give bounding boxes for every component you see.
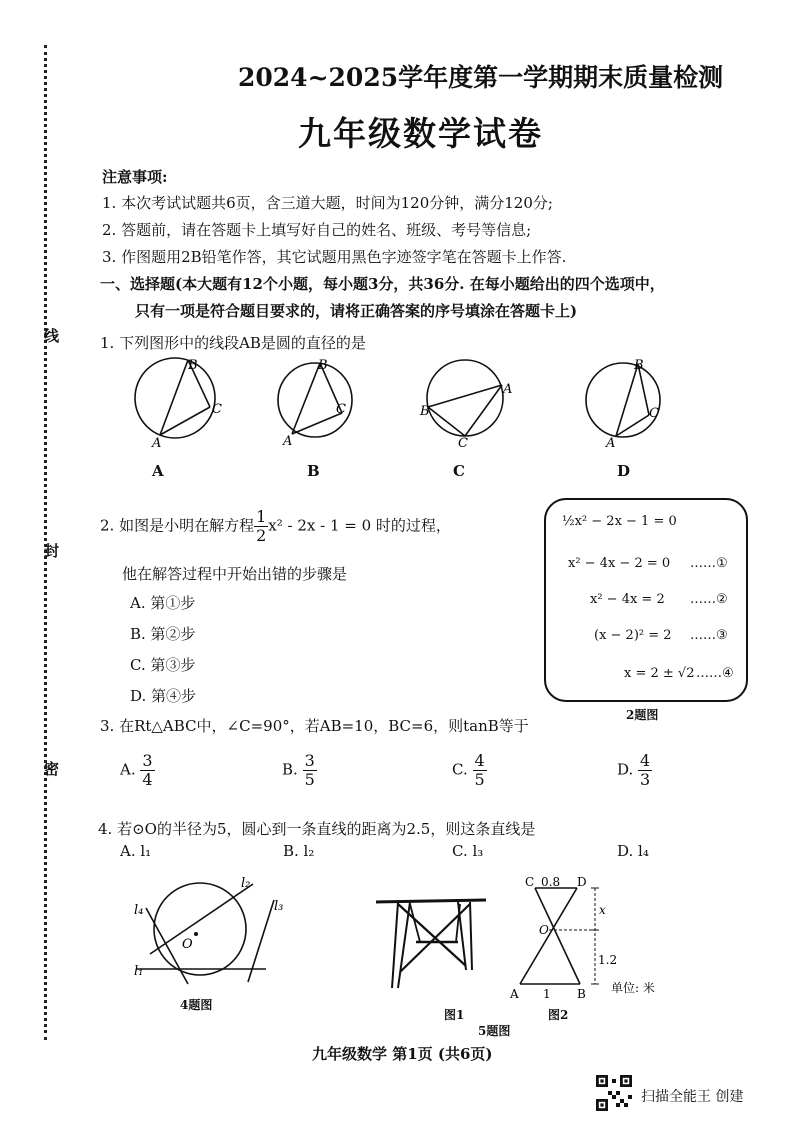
q1-figure-b bbox=[278, 358, 352, 449]
binding-char-xian: 线 bbox=[44, 327, 60, 345]
q2-stem-pre: 2. 如图是小明在解方程 bbox=[100, 516, 255, 535]
q4-label-l4: l₄ bbox=[134, 903, 144, 918]
q2-stem-frac: $\frac{1}{2}$ bbox=[256, 507, 267, 545]
q1-figures bbox=[120, 355, 760, 455]
q1-b-label-c: C bbox=[336, 402, 346, 417]
q5-fig2-caption: 图2 bbox=[548, 1008, 569, 1022]
q4-option-b: B. l₂ bbox=[283, 842, 315, 860]
q1-option-d: D bbox=[617, 462, 631, 480]
scanner-watermark: 扫描全能王 创建 bbox=[641, 1089, 744, 1105]
q2-option-c: C. 第③步 bbox=[130, 656, 196, 674]
main-title: 九年级数学试卷 bbox=[298, 114, 543, 153]
q1-a-label-a: A bbox=[152, 436, 162, 451]
q4-caption: 4题图 bbox=[180, 998, 213, 1012]
q2-option-b: B. 第②步 bbox=[130, 625, 196, 643]
q5-label-top-len: 0.8 bbox=[541, 875, 561, 889]
q2-box-line-4: x = 2 ± √2 bbox=[624, 666, 695, 681]
q5-fig1-caption: 图1 bbox=[444, 1008, 465, 1022]
q2-box-mark-2: ……② bbox=[690, 592, 728, 607]
q5-label-bottom-len: 1 bbox=[543, 987, 551, 1000]
q3-stem: 3. 在Rt△ABC中，∠C=90°，若AB=10，BC=6，则tanB等于 bbox=[100, 717, 529, 735]
q1-figure-c bbox=[419, 360, 512, 451]
q1-d-label-b: B bbox=[634, 358, 644, 373]
q1-stem: 1. 下列图形中的线段AB是圆的直径的是 bbox=[100, 334, 366, 352]
q5-label-unit: 单位: 米 bbox=[611, 981, 655, 995]
q2-box-line-0: ½x² − 2x − 1 = 0 bbox=[562, 514, 677, 529]
q4-option-c: C. l₃ bbox=[452, 842, 484, 860]
q1-option-b: B bbox=[307, 462, 320, 480]
q5-label-c: C bbox=[525, 875, 535, 889]
q2-caption: 2题图 bbox=[626, 708, 659, 722]
notice-item-1: 1. 本次考试试题共6页，含三道大题，时间为120分钟，满分120分; bbox=[102, 194, 553, 212]
q2-box-mark-4: ……④ bbox=[696, 666, 734, 681]
q2-box-mark-3: ……③ bbox=[690, 628, 728, 643]
q5-figure-1 bbox=[370, 888, 500, 998]
q2-box-line-2: x² − 4x = 2 bbox=[590, 592, 665, 607]
q2-option-a: A. 第①步 bbox=[130, 594, 196, 612]
q4-label-o: O bbox=[182, 937, 193, 952]
q1-b-label-b: B bbox=[318, 358, 328, 373]
q4-label-l2: l₂ bbox=[241, 876, 251, 891]
section1-line1: 一、选择题(本大题有12个小题，每小题3分，共36分. 在每小题给出的四个选项中， bbox=[100, 275, 665, 293]
q5-caption: 5题图 bbox=[478, 1024, 511, 1038]
q4-stem: 4. 若⊙O的半径为5，圆心到一条直线的距离为2.5，则这条直线是 bbox=[98, 820, 536, 838]
q2-box-mark-1: ……① bbox=[690, 556, 728, 571]
exam-title: 2024~2025学年度第一学期期末质量检测 bbox=[238, 63, 724, 92]
q3-option-d: D. $\frac{4}{3}$ bbox=[617, 751, 651, 789]
q5-label-a: A bbox=[510, 987, 519, 1000]
q1-a-label-c: C bbox=[212, 402, 222, 417]
q1-c-label-c: C bbox=[458, 436, 468, 451]
q5-figure-2 bbox=[505, 872, 685, 1000]
notice-heading: 注意事项: bbox=[102, 168, 168, 186]
q1-figure-a bbox=[135, 358, 222, 451]
q4-figure bbox=[128, 872, 288, 992]
q1-a-label-b: B bbox=[188, 358, 198, 373]
notice-item-2: 2. 答题前，请在答题卡上填写好自己的姓名、班级、考号等信息; bbox=[102, 221, 532, 239]
q2-box-line-1: x² − 4x − 2 = 0 bbox=[568, 556, 671, 571]
q1-c-label-b: B bbox=[420, 404, 430, 419]
binding-char-mi: 密 bbox=[44, 760, 60, 778]
qr-code-icon bbox=[596, 1075, 632, 1111]
page-footer: 九年级数学 第1页 (共6页) bbox=[312, 1045, 493, 1063]
q3-option-c: C. $\frac{4}{5}$ bbox=[452, 751, 485, 789]
notice-item-3: 3. 作图题用2B铅笔作答，其它试题用黑色字迹签字笔在答题卡上作答. bbox=[102, 248, 567, 266]
q4-label-l1: l₁ bbox=[134, 964, 144, 979]
section1-line2: 只有一项是符合题目要求的，请将正确答案的序号填涂在答题卡上) bbox=[135, 302, 578, 320]
q3-option-a: A. $\frac{3}{4}$ bbox=[120, 751, 153, 789]
q4-label-l3: l₃ bbox=[274, 899, 284, 914]
q2-stem-post: x² - 2x - 1 = 0 时的过程， bbox=[268, 516, 451, 535]
q5-label-d: D bbox=[577, 875, 587, 889]
q5-label-x: x bbox=[599, 903, 606, 917]
q5-label-h: 1.2 bbox=[598, 953, 618, 967]
q1-c-label-a: A bbox=[503, 382, 513, 397]
q2-stem2: 他在解答过程中开始出错的步骤是 bbox=[122, 565, 348, 583]
q1-b-label-a: A bbox=[283, 434, 293, 449]
binding-char-feng: 封 bbox=[44, 542, 60, 560]
q1-figure-d bbox=[586, 358, 660, 451]
q4-option-d: D. l₄ bbox=[617, 842, 649, 860]
q4-option-a: A. l₁ bbox=[120, 842, 152, 860]
q5-label-b: B bbox=[577, 987, 586, 1000]
q2-solution-box bbox=[544, 498, 748, 702]
q1-option-c: C bbox=[453, 462, 465, 480]
q2-stem bbox=[100, 508, 451, 545]
q1-option-a: A bbox=[152, 462, 164, 480]
q5-label-o: O bbox=[539, 923, 549, 937]
q3-option-b: B. $\frac{3}{5}$ bbox=[282, 751, 315, 789]
q1-d-label-c: C bbox=[649, 406, 659, 421]
q2-box-line-3: (x − 2)² = 2 bbox=[594, 628, 672, 643]
q2-option-d: D. 第④步 bbox=[130, 687, 197, 705]
q1-d-label-a: A bbox=[606, 436, 616, 451]
